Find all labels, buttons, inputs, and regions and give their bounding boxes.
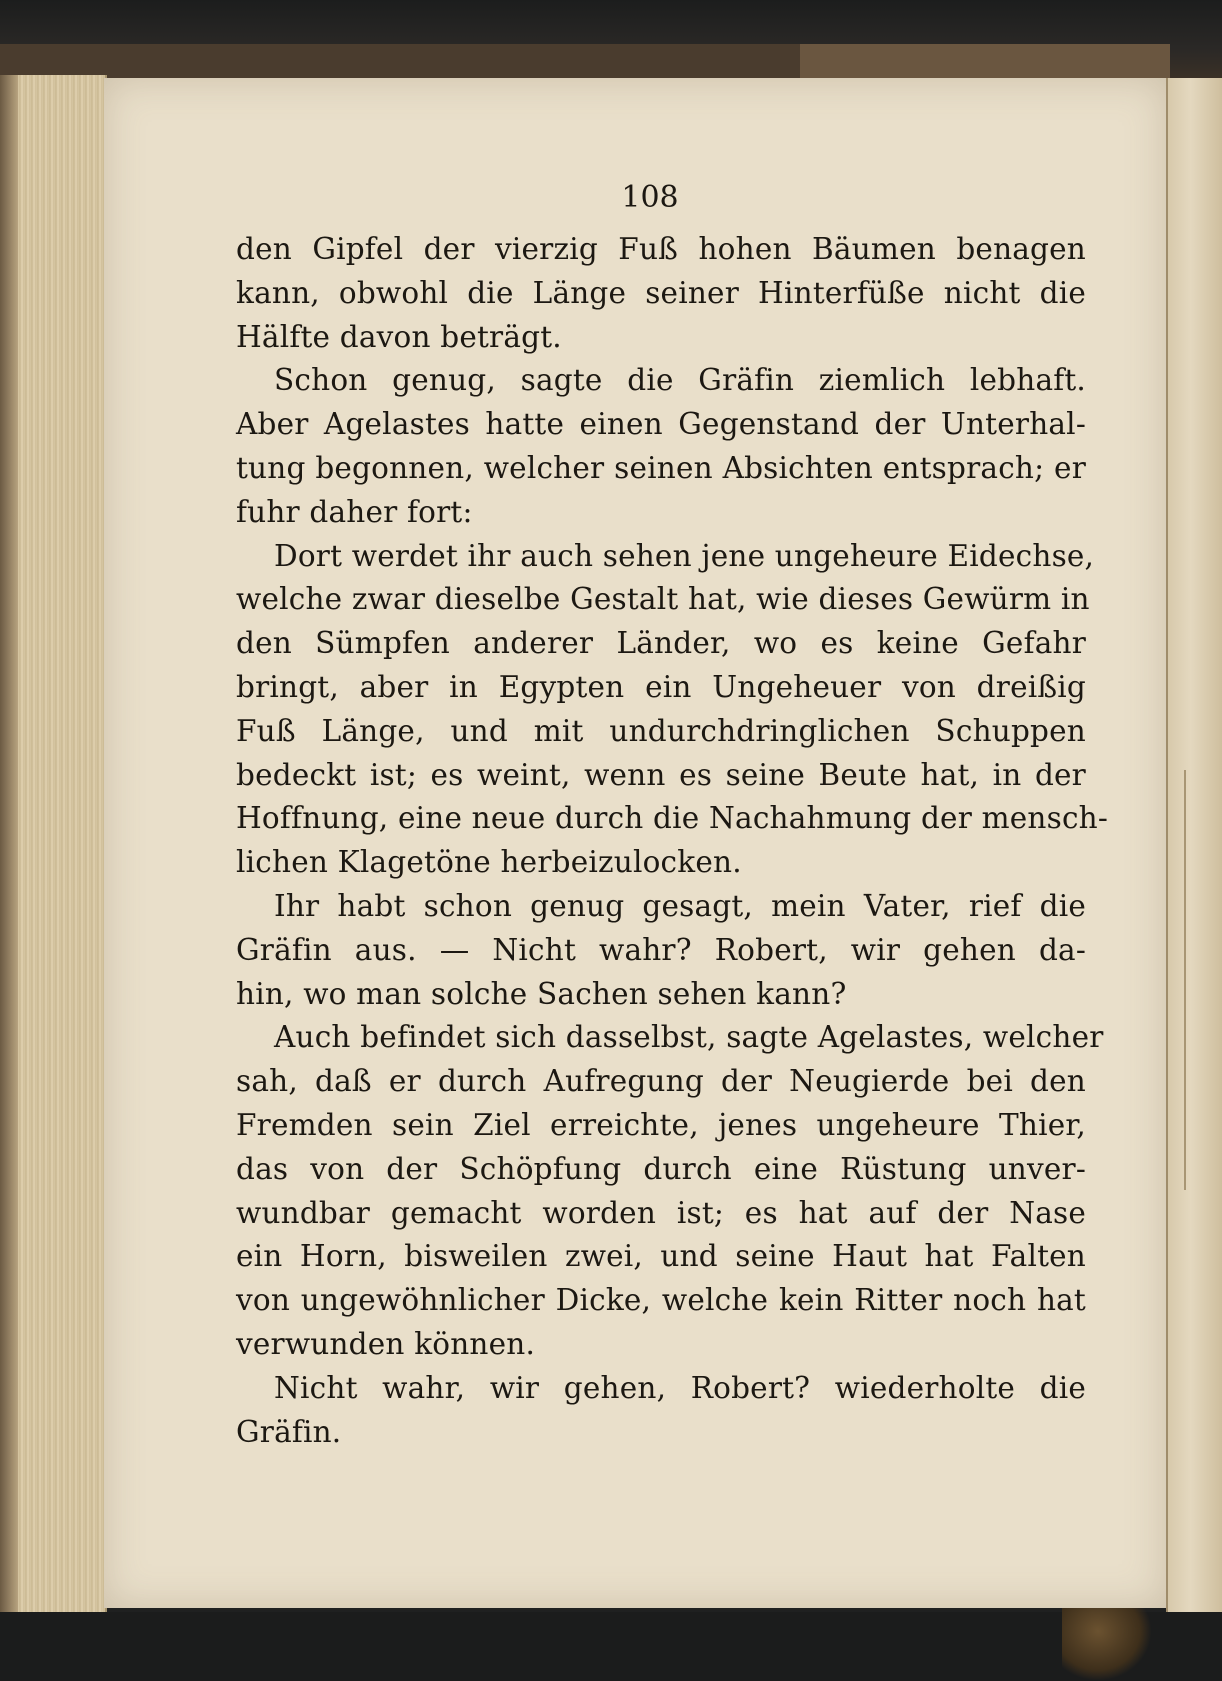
text-line: Auch befindet sich dasselbst, sagte Agelastes, welcher [274, 1020, 1104, 1055]
text-line: von ungewöhnlicher Dicke, welche kein Ritter noch hat [236, 1283, 1086, 1318]
text-line: Aber Agelastes hatte einen Gegenstand der Unterhal- [236, 407, 1086, 442]
text-line: welche zwar dieselbe Gestalt hat, wie dieses Gewürm in [236, 582, 1090, 617]
text-line: Hälfte davon beträgt. [236, 319, 562, 354]
text-line: Nicht wahr, wir gehen, Robert? wiederholte die [274, 1370, 1086, 1405]
text-line: den Gipfel der vierzig Fuß hohen Bäumen benagen [236, 232, 1086, 266]
text-line: ein Horn, bisweilen zwei, und seine Haut hat Falten [236, 1239, 1086, 1274]
text-line: Dort werdet ihr auch sehen jene ungeheure Eidechse, [274, 538, 1095, 573]
text-line: bringt, aber in Egypten ein Ungeheuer von dreißig [236, 669, 1086, 704]
text-line: Gräfin aus. — Nicht wahr? Robert, wir gehen da- [236, 932, 1086, 967]
cover-band [0, 44, 820, 80]
text-line: wundbar gemacht worden ist; es hat auf der Nase [236, 1195, 1086, 1230]
binding-edge [0, 75, 18, 1615]
text-line: sah, daß er durch Aufregung der Neugierde bei den [236, 1064, 1086, 1099]
text-line: Fuß Länge, und mit undurchdringlichen Schuppen [236, 713, 1086, 748]
text-line: tung begonnen, welcher seinen Absichten entsprach; er [236, 450, 1086, 485]
text-line: hin, wo man solche Sachen sehen kann? [236, 976, 847, 1011]
text-line: fuhr daher fort: [236, 494, 473, 529]
page-edge-line [1184, 770, 1186, 1190]
text-line: das von der Schöpfung durch eine Rüstung unver- [236, 1151, 1086, 1186]
text-line: den Sümpfen anderer Länder, wo es keine Gefahr [236, 626, 1086, 661]
text-line: bedeckt ist; es weint, wenn es seine Beute hat, in der [236, 757, 1086, 792]
page-number: 108 [621, 180, 679, 215]
text-line: verwunden können. [236, 1326, 536, 1361]
text-line: Ihr habt schon genug gesagt, mein Vater, rief die [274, 888, 1086, 923]
body-text [236, 228, 1109, 1454]
page-stack-right [1166, 78, 1222, 1638]
bookmark-ribbon [1062, 1598, 1152, 1681]
text-line: Hoffnung, eine neue durch die Nachahmung der mensch- [236, 801, 1109, 836]
text-line: Schon genug, sagte die Gräfin ziemlich lebhaft. [274, 363, 1086, 398]
cover-band-right [800, 44, 1170, 80]
text-line: lichen Klagetöne herbeizulocken. [236, 845, 742, 880]
text-line: kann, obwohl die Länge seiner Hinterfüße nicht die [236, 275, 1086, 310]
text-line: Fremden sein Ziel erreichte, jenes ungeheure Thier, [236, 1107, 1086, 1142]
text-line: Gräfin. [236, 1414, 342, 1449]
book-bottom-shadow [0, 1612, 1222, 1681]
